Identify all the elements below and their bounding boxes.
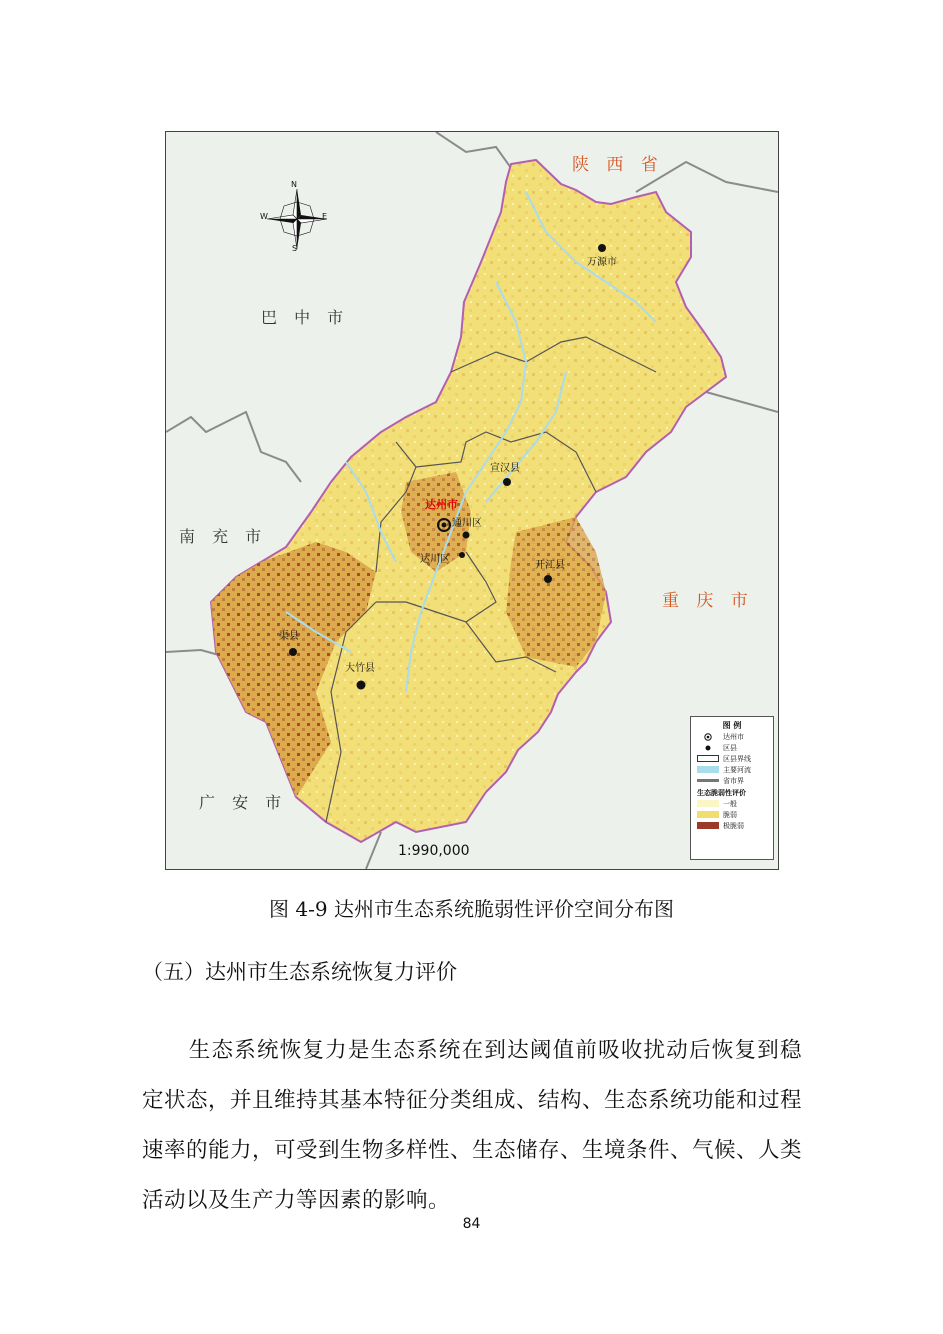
map-scale: 1:990,000 <box>398 843 470 859</box>
city-label-dazhou: 达州市 <box>425 498 458 511</box>
map-frame <box>165 131 779 870</box>
map-svg <box>166 132 778 869</box>
legend-item: 达州市 <box>697 731 773 742</box>
compass-n: N <box>291 180 297 189</box>
city-label-xuanhan: 宣汉县 <box>490 463 520 474</box>
wanyuan-marker <box>598 244 606 252</box>
city-label-tongchuan: 通川区 <box>452 518 482 529</box>
compass-w: W <box>260 212 268 221</box>
region-label-bazhong: 巴 中 市 <box>261 308 350 327</box>
fragile-swatch <box>697 811 719 818</box>
legend-item: 一般 <box>697 798 773 809</box>
city-label-wanyuan: 万源市 <box>587 257 617 268</box>
region-label-chongqing: 重 庆 市 <box>662 591 754 611</box>
section-title: （五）达州市生态系统恢复力评价 <box>142 960 457 984</box>
body-paragraph-text: 生态系统恢复力是生态系统在到达阈值前吸收扰动后恢复到稳定状态，并且维持其基本特征分类组成、结构、生态系统功能和过程速率的能力，可受到生物多样性、生态储存、生境条件、气候、人类活动以及生产力等因素的影响。 <box>142 1038 803 1213</box>
river-swatch <box>697 766 719 773</box>
city-label-dachuan: 达川区 <box>420 554 450 565</box>
legend-item: 主要河流 <box>697 764 773 775</box>
legend-item: 区县 <box>697 742 773 753</box>
legend-item: 脆弱 <box>697 809 773 820</box>
very-fragile-swatch <box>697 822 719 829</box>
kaijiang-marker <box>544 575 552 583</box>
city-label-dazhu: 大竹县 <box>345 663 375 674</box>
general-swatch <box>697 800 719 807</box>
legend-subtitle: 生态脆弱性评价 <box>697 789 746 797</box>
quxian-marker <box>289 648 297 656</box>
legend-item: 区县界线 <box>697 753 773 764</box>
dazhu-marker <box>357 681 366 690</box>
map-legend <box>690 716 774 860</box>
body-paragraph <box>142 1026 802 1226</box>
region-label-nanchong: 南 充 市 <box>179 527 268 546</box>
dachuan-marker <box>459 552 465 558</box>
tongchuan-marker <box>463 532 470 539</box>
city-label-quxian: 渠县 <box>279 631 299 642</box>
legend-title: 图 例 <box>722 721 742 730</box>
city-label-kaijiang: 开江县 <box>535 560 565 571</box>
city-symbol-icon <box>697 733 719 740</box>
figure-caption: 图 4-9 达州市生态系统脆弱性评价空间分布图 <box>269 897 674 921</box>
county-symbol-icon <box>697 744 719 751</box>
region-label-guangan: 广 安 市 <box>199 793 288 812</box>
compass-e: E <box>322 212 328 221</box>
compass-s: S <box>292 244 298 253</box>
region-label-shaanxi: 陕 西 省 <box>572 155 664 175</box>
legend-item: 省市界 <box>697 775 773 786</box>
legend-item: 极脆弱 <box>697 820 773 831</box>
county-boundary-swatch <box>697 755 719 762</box>
page-number: 84 <box>462 1216 481 1232</box>
xuanhan-marker <box>503 478 511 486</box>
province-boundary-swatch <box>697 779 719 782</box>
